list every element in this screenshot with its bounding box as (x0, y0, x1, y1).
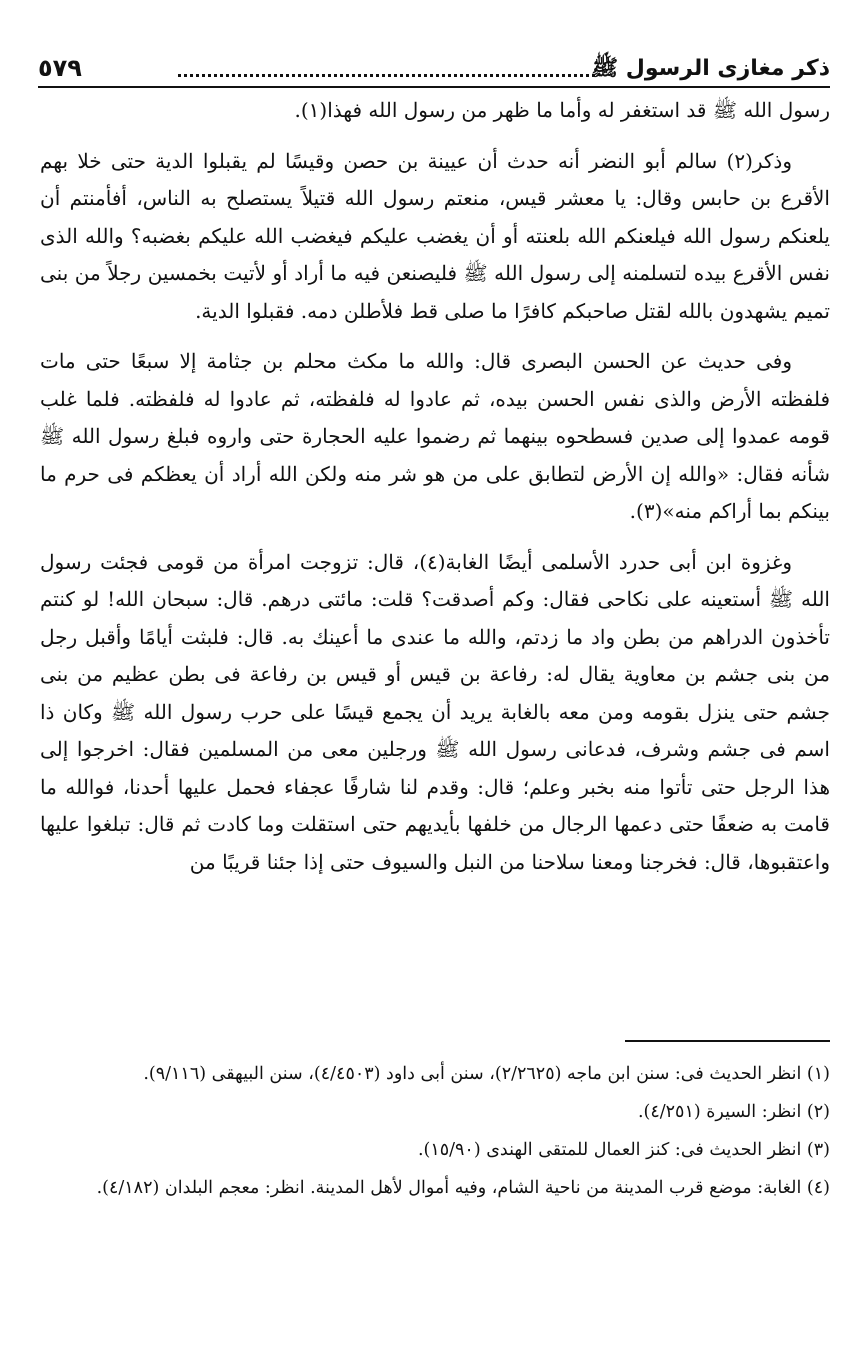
page-number: ٥٧٩ (38, 54, 82, 82)
paragraph: وذكر(٢) سالم أبو النضر أنه حدث أن عيينة بن حصن وقيسًا لم يقبلوا الدية حتى خلا بهم الأقرع بن حابس وقال: يا معشر قيس، منعتم رسول الله قتيلاً يستصلح به الناس، أفأمنتم أن يلعنكم رسول الله فيلعنكم الله بلعنته أو أن يغضب عليكم فيغضب الله عليكم بغضبه؟ والله الذى نفس الأقرع بيده لتسلمنه إلى رسول الله ﷺ فليصنعن فيه ما أراد أو لأتيت بخمسين رجلاً من بنى تميم يشهدون بالله لقتل صاحبكم كافرًا ما صلى قط فلأطلن دمه. فقبلوا الدية. (40, 148, 830, 323)
footnote-separator (625, 1040, 830, 1042)
main-text (40, 92, 830, 881)
running-title: ذكر مغازى الرسول ﷺ (591, 56, 830, 81)
footnote: (٣) انظر الحديث فى: كنز العمال للمتقى الهندى (١٥/٩٠). (417, 1140, 830, 1160)
footnote: (٢) انظر: السيرة (٤/٢٥١). (637, 1102, 830, 1122)
footnote: (١) انظر الحديث فى: سنن ابن ماجه (٢/٢٦٢٥)، سنن أبى داود (٤/٤٥٠٣)، سنن البيهقى (٩/١١٦). (143, 1064, 830, 1084)
footnote: (٤) الغابة: موضع قرب المدينة من ناحية الشام، وفيه أموال لأهل المدينة. انظر: معجم البلدان (٤/١٨٢). (96, 1178, 830, 1198)
paragraph: وغزوة ابن أبى حدرد الأسلمى أيضًا الغابة(٤)، قال: تزوجت امرأة من قومى فجئت رسول الله ﷺ أستعينه على نكاحى فقال: وكم أصدقت؟ قلت: مائتى درهم. قال: سبحان الله! لو كنتم تأخذون الدراهم من بطن واد ما زدتم، والله ما عندى ما أعينك به. قال: فلبثت أيامًا وأقبل رجل من بنى جشم بن معاوية يقال له: رفاعة بن قيس أو قيس بن رفاعة فى بطن عظيم من بنى جشم حتى ينزل بقومه ومن معه بالغابة يريد أن يجمع قيسًا على حرب رسول الله ﷺ وكان ذا اسم فى جشم وشرف، فدعانى رسول الله ﷺ ورجلين معى من المسلمين فقال: اخرجوا إلى هذا الرجل حتى تأتوا منه بخبر وعلم؛ قال: وقدم لنا شارفًا عجفاء فحمل عليها أحدنا، فوالله ما قامت به ضعفًا حتى دعمها الرجال من خلفها بأيديهم حتى استقلت وما كادت ثم قال: تبلغوا عليها واعتقبوها، قال: فخرجنا ومعنا سلاحنا من النبل والسيوف حتى إذا جئنا قريبًا من (40, 549, 830, 874)
page-header (38, 52, 830, 88)
leader-dots (178, 60, 595, 77)
paragraph: رسول الله ﷺ قد استغفر له وأما ما ظهر من رسول الله فهذا(١). (294, 98, 830, 122)
paragraph: وفى حديث عن الحسن البصرى قال: والله ما مكث محلم بن جثامة إلا سبعًا حتى مات فلفظته الأرض والذى نفس الحسن بيده، ثم عادوا له فلفظته، ثم عادوا له فلفظته. فلما غلب قومه عمدوا إلى صدين فسطحوه بينهما ثم رضموا عليه الحجارة حتى واروه فبلغ رسول الله ﷺ شأنه فقال: «والله إن الأرض لتطابق على من هو شر منه ولكن الله أراد أن يعظكم فى حرم ما بينكم بما أراكم منه»(٣). (40, 349, 830, 523)
footnotes (40, 1058, 830, 1210)
